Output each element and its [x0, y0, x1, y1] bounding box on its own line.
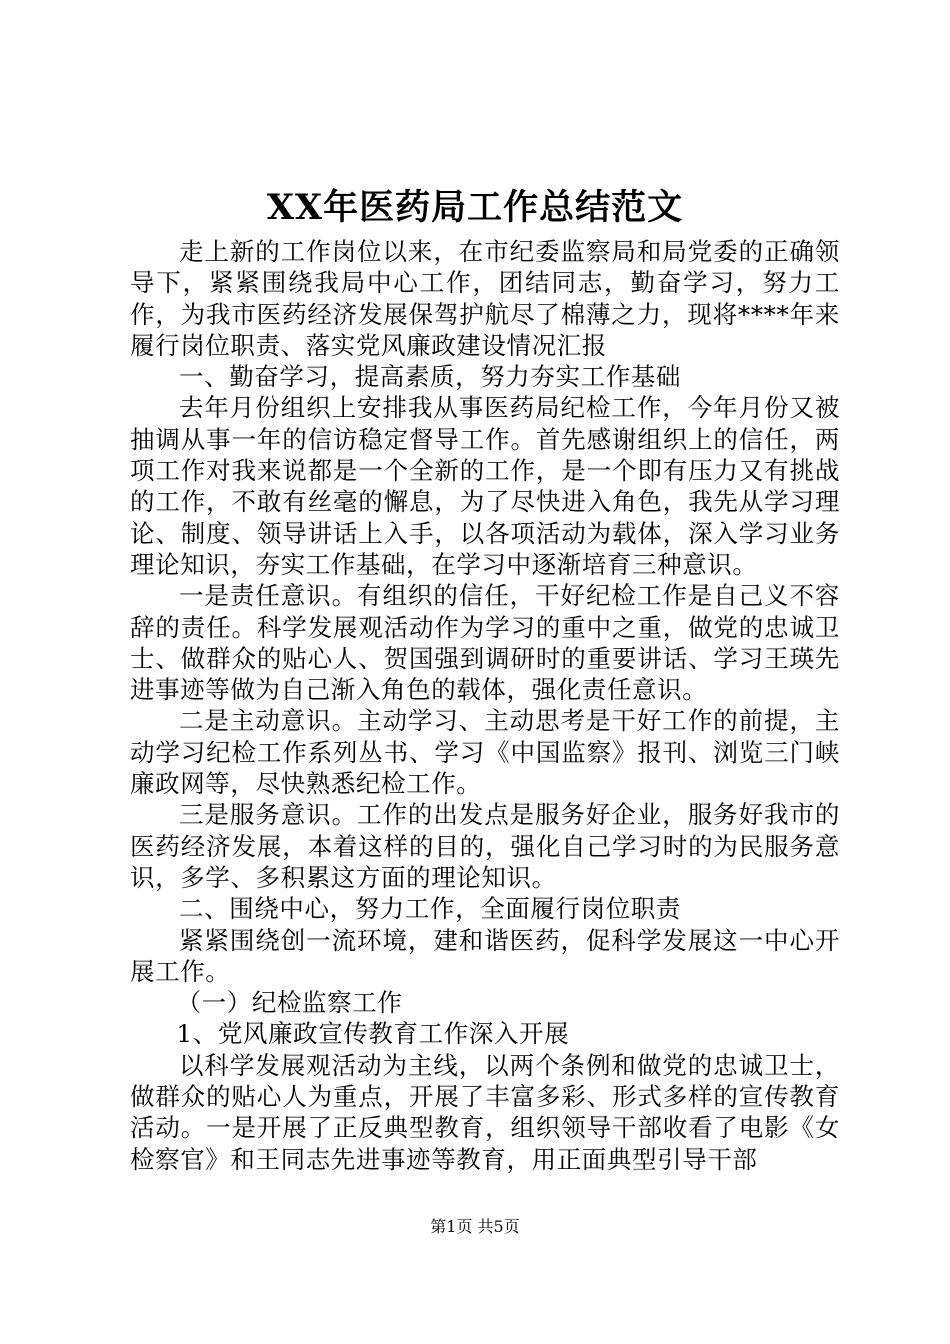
paragraph-education: 以科学发展观活动为主线，以两个条例和做党的忠诚卫士，做群众的贴心人为重点，开展了丰富多彩、形式多样的宣传教育活动。一是开展了正反典型教育，组织领导干部收看了电影《女检察官》和王同志先进事迹等教育，用正面典型引导干部 [130, 1050, 840, 1174]
document-title: XX年医药局工作总结范文 [266, 187, 684, 228]
paragraph-service: 三是服务意识。工作的出发点是服务好企业，服务好我市的医药经济发展，本着这样的目的，强化自己学习时的为民服务意识，多学、多积累这方面的理论知识。 [130, 800, 840, 892]
section-heading-2: 二、围绕中心，努力工作，全面履行岗位职责 [179, 894, 681, 924]
paragraph-initiative: 二是主动意识。主动学习、主动思考是干好工作的前提，主动学习纪检工作系列丛书、学习《中国监察》报刊、浏览三门峡廉政网等，尽快熟悉纪检工作。 [130, 706, 840, 799]
paragraph-responsibility: 一是责任意识。有组织的信任，干好纪检工作是自己义不容辞的责任。科学发展观活动作为学习的重中之重，做党的忠诚卫士、做群众的贴心人、贺国强到调研时的重要讲话、学习王瑛先进事迹等做为自己渐入角色的载体，强化责任意识。 [130, 581, 840, 705]
item-heading-1: 1、党风廉政宣传教育工作深入开展 [176, 1019, 570, 1049]
subsection-heading-1: （一）纪检监察工作 [176, 988, 403, 1018]
paragraph-intro: 走上新的工作岗位以来，在市纪委监察局和局党委的正确领导下，紧紧围绕我局中心工作，团结同志，勤奋学习，努力工作，为我市医药经济发展保驾护航尽了棉薄之力，现将****年来履行岗位职责、落实党风廉政建设情况汇报 [130, 237, 840, 360]
paragraph-center-work: 紧紧围绕创一流环境，建和谐医药，促科学发展这一中心开展工作。 [130, 925, 840, 986]
paragraph-study: 去年月份组织上安排我从事医药局纪检工作，今年月份又被抽调从事一年的信访稳定督导工作。首先感谢组织上的信任，两项工作对我来说都是一个全新的工作，是一个即有压力又有挑战的工作，不敢有丝毫的懈息，为了尽快进入角色，我先从学习理论、制度、领导讲话上入手，以各项活动为载体，深入学习业务理论知识，夯实工作基础，在学习中逐渐培育三种意识。 [130, 393, 840, 579]
section-heading-1: 一、勤奋学习，提高素质，努力夯实工作基础 [179, 362, 681, 392]
page-footer: 第1页 共5页 [430, 1217, 520, 1236]
document-body [130, 236, 840, 1175]
